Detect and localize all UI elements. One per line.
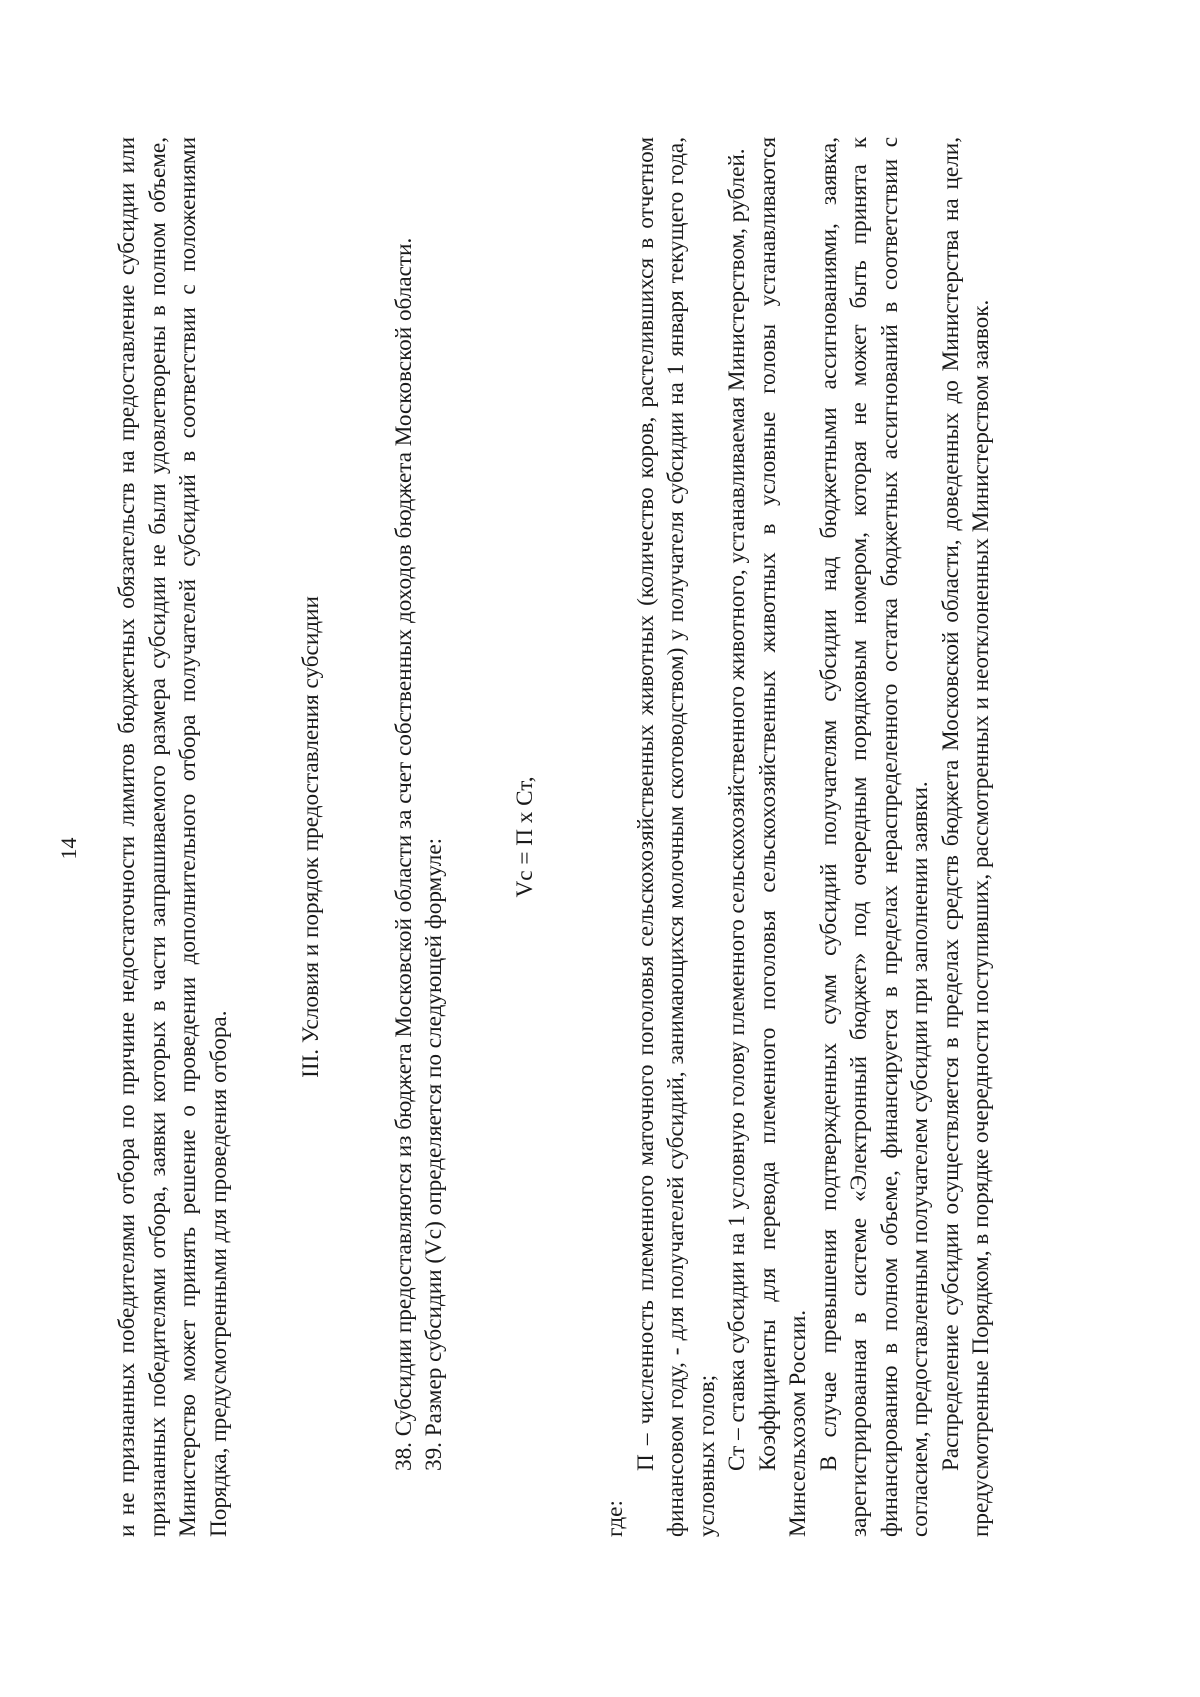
document-body [112, 137, 997, 1537]
paragraph-39: 39. Размер субсидии (Vc) определяется по следующей формуле: [421, 837, 447, 1471]
definition-p: П – численность племенного маточного поголовья сельскохозяйственных животных (количество коров, растелившихся в отчетном финансовом году, - для получателей субсидий, занимающихся молочным скотоводством) у получателя субсидии на 1 января текущего года, условных голов; [632, 137, 720, 1537]
definition-st: Ст – ставка субсидии на 1 условную голову племенного сельскохозяйственного животного, устанавливаемая Министерством, рублей. [724, 148, 750, 1471]
distribution-paragraph: Распределение субсидии осуществляется в пределах средств бюджета Московской области, доведенных до Министерства на цели, предусмотренные Порядком, в порядке очередности поступивших, рассмотренных и неотклоненных Министерством заявок. [937, 137, 994, 1537]
section-heading: III. Условия и порядок предоставления субсидии [298, 596, 324, 1078]
where-label: где: [602, 1500, 628, 1537]
coefficients-paragraph: Коэффициенты для перевода племенного поголовья сельскохозяйственных животных в условные головы устанавливаются Минсельхозом России. [754, 137, 811, 1537]
subsidy-formula: Vc = П х Ст, [511, 776, 538, 898]
excess-paragraph: В случае превышения подтвержденных сумм субсидий получателям субсидии над бюджетными ассигнованиями, заявка, зарегистрированная в системе «Электронный бюджет» под очередным порядковым номером, которая не может быть принята к финансированию в полном объеме, финансируется в пределах нераспределенного остатка бюджетных ассигнований в соответствии с согласием, предоставленным получателем субсидии при заполнении заявки. [815, 137, 933, 1537]
paragraph-38: 38. Субсидии предоставляются из бюджета Московской области за счет собственных доходов бюджета Московской области. [390, 237, 417, 1471]
page-number: 14 [56, 837, 81, 860]
paragraph-continuation: и не признанных победителями отбора по причине недостаточности лимитов бюджетных обязательств на предоставление субсидии или признанных победителями отбора, заявки которых в части запрашиваемого размера субсидии не были удовлетворены в полном объеме, Министерство может принять решение о проведении дополнительного отбора получателей субсидий в соответствии с положениями Порядка, предусмотренными для проведения отбора. [114, 137, 232, 1537]
